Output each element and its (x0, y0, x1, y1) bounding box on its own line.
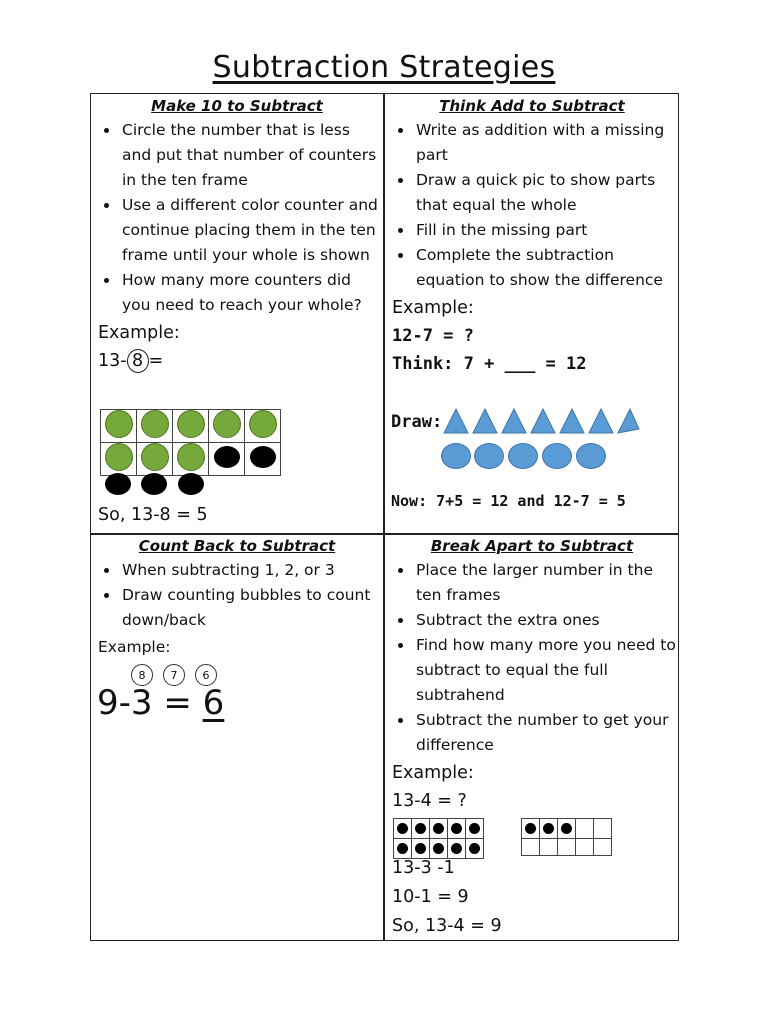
black-counter (397, 823, 408, 834)
list-item: • Draw counting bubbles to count down/back (120, 583, 382, 633)
black-counter (433, 843, 444, 854)
breakapart-bullets (386, 558, 678, 758)
breakapart-section (386, 535, 678, 815)
black-counter (250, 446, 276, 468)
green-counter (105, 410, 133, 438)
list-item: • When subtracting 1, 2, or 3 (120, 558, 382, 583)
green-counter (249, 410, 277, 438)
make10-example-label: Example: (98, 323, 180, 343)
breakapart-result: So, 13-4 = 9 (392, 916, 502, 936)
countback-section (92, 535, 382, 661)
list-item: • Find how many more you need to subtract to equal the full subtrahend (414, 633, 678, 708)
blue-triangle (444, 409, 468, 433)
list-item: • Draw a quick pic to show parts that equal the whole (414, 168, 678, 218)
page-title: Subtraction Strategies (212, 50, 556, 85)
thinkadd-now: Now: 7+5 = 12 and 12-7 = 5 (391, 492, 626, 510)
black-counter (397, 843, 408, 854)
ten-frame-partial (521, 818, 612, 856)
blue-circle (542, 443, 572, 469)
black-counter (543, 823, 554, 834)
list-item: • Complete the subtraction equation to show the difference (414, 243, 678, 293)
black-counter (214, 446, 240, 468)
ten-frame-full (393, 818, 484, 859)
breakapart-step: 13-3 -1 (392, 858, 455, 878)
list-item: • Circle the number that is less and put that number of counters in the ten frame (120, 118, 382, 193)
blue-triangle (502, 409, 526, 433)
countback-example-label: Example: (98, 638, 171, 656)
list-item: • Use a different color counter and continue placing them in the ten frame until your whole is shown (120, 193, 382, 268)
make10-bullets (92, 118, 382, 318)
countback-bullets (92, 558, 382, 633)
thinkadd-draw-label: Draw: (391, 412, 443, 432)
list-item: • Write as addition with a missing part (414, 118, 678, 168)
breakapart-problem: 13-4 = ? (392, 791, 467, 811)
black-counter (561, 823, 572, 834)
list-item: • Fill in the missing part (414, 218, 678, 243)
blue-triangle (531, 409, 555, 433)
thinkadd-think-equation: Think: 7 + ___ = 12 (392, 354, 587, 374)
make10-section (92, 95, 382, 375)
green-counter (141, 410, 169, 438)
black-counter (451, 823, 462, 834)
breakapart-step: 10-1 = 9 (392, 887, 469, 907)
black-counter (525, 823, 536, 834)
countback-equation: 9-3 = 6 (97, 683, 225, 723)
breakapart-heading: Break Apart to Subtract (430, 537, 634, 555)
make10-equation: 13- 8 = (98, 351, 164, 371)
green-counter (105, 443, 133, 471)
black-counter (415, 823, 426, 834)
list-item: • Subtract the number to get your difference (414, 708, 678, 758)
list-item: • How many more counters did you need to reach your whole? (120, 268, 382, 318)
triangle-row (440, 405, 640, 435)
blue-circle (508, 443, 538, 469)
black-counter (469, 823, 480, 834)
list-item: • Place the larger number in the ten frames (414, 558, 678, 608)
blue-triangle (560, 409, 584, 433)
counting-bubble: 7 (163, 664, 185, 686)
green-counter (141, 443, 169, 471)
blue-circle (441, 443, 471, 469)
thinkadd-bullets (386, 118, 678, 293)
countback-heading: Count Back to Subtract (138, 537, 336, 555)
counting-bubble: 6 (195, 664, 217, 686)
make10-heading: Make 10 to Subtract (151, 97, 323, 115)
blue-triangle (589, 409, 613, 433)
green-counter (177, 410, 205, 438)
black-counter (105, 473, 131, 495)
green-counter (177, 443, 205, 471)
list-item: • Subtract the extra ones (414, 608, 678, 633)
blue-triangle (473, 409, 497, 433)
thinkadd-example-label: Example: (392, 298, 474, 318)
blue-circle (474, 443, 504, 469)
thinkadd-section (386, 95, 678, 378)
green-counter (213, 410, 241, 438)
thinkadd-heading: Think Add to Subtract (439, 97, 625, 115)
grid-divider-vertical (383, 93, 385, 941)
black-counter (178, 473, 204, 495)
black-counter (433, 823, 444, 834)
black-counter (469, 843, 480, 854)
blue-triangle (618, 409, 639, 433)
breakapart-steps (392, 854, 502, 941)
ten-frame (100, 409, 281, 476)
counting-bubble: 8 (131, 664, 153, 686)
black-counter (451, 843, 462, 854)
breakapart-example-label: Example: (392, 763, 474, 783)
thinkadd-problem: 12-7 = ? (392, 326, 474, 346)
blue-circle (576, 443, 606, 469)
circled-number: 8 (127, 349, 149, 373)
countback-answer: 6 (202, 683, 225, 723)
black-counter (415, 843, 426, 854)
black-counter (141, 473, 167, 495)
make10-result: So, 13-8 = 5 (98, 505, 208, 525)
